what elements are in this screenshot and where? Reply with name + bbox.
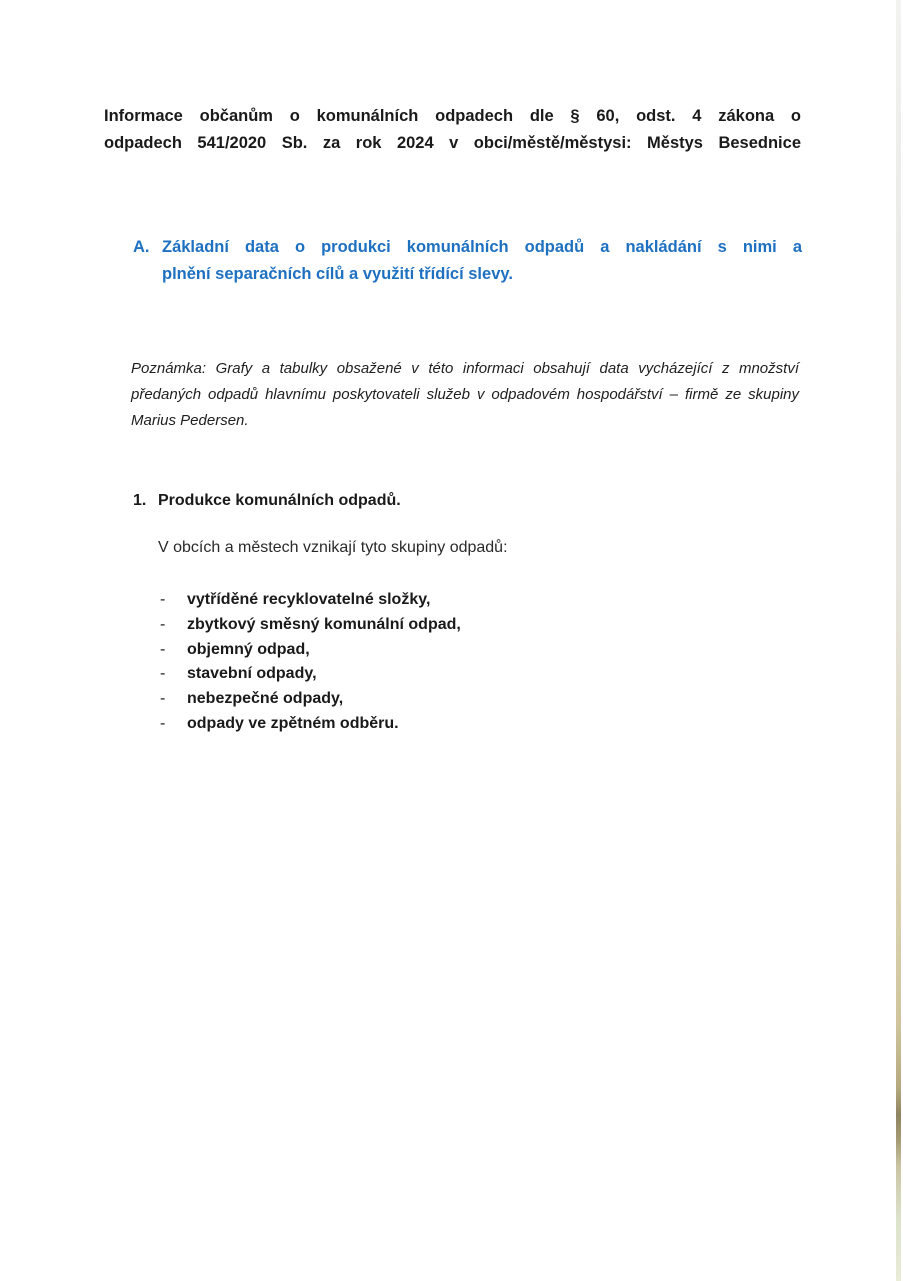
item-1-heading-text: Produkce komunálních odpadů. xyxy=(158,492,401,509)
list-item xyxy=(160,687,660,712)
list-item xyxy=(160,662,660,687)
list-item xyxy=(160,638,660,663)
list-item-text: vytříděné recyklovatelné složky, xyxy=(187,591,431,608)
section-a-line-2: plnění separačních cílů a využití třídící slevy. xyxy=(162,265,513,283)
section-a-text xyxy=(162,234,802,288)
section-a-marker: A. xyxy=(133,238,150,256)
dash-bullet: - xyxy=(160,690,166,708)
list-item-text: nebezpečné odpady, xyxy=(187,690,344,708)
intro-paragraph: V obcích a městech vznikají tyto skupiny odpadů: xyxy=(158,539,508,556)
section-a-heading xyxy=(133,234,802,288)
list-item-text: stavební odpady, xyxy=(187,665,317,683)
list-item xyxy=(160,588,660,613)
dash-bullet: - xyxy=(160,615,166,633)
note-line-3: Marius Pedersen. xyxy=(131,412,249,429)
scan-edge-artifact xyxy=(896,0,901,1281)
list-item xyxy=(160,613,660,638)
list-item xyxy=(160,712,660,737)
title-line-1: Informace občanům o komunálních odpadech dle § 60, odst. 4 zákona o xyxy=(104,107,801,125)
title-line-2: odpadech 541/2020 Sb. za rok 2024 v obci/městě/městysi: Městys Besednice xyxy=(104,134,801,152)
list-item-text: objemný odpad, xyxy=(187,640,310,658)
list-item-text: zbytkový směsný komunální odpad, xyxy=(187,615,461,633)
dash-bullet: - xyxy=(160,665,166,683)
note-line-1: Poznámka: Grafy a tabulky obsažené v této informaci obsahují data vycházející z množství xyxy=(131,360,799,377)
note-paragraph xyxy=(131,356,799,434)
list-item-text: odpady ve zpětném odběru. xyxy=(187,714,399,732)
dash-bullet: - xyxy=(160,714,166,732)
dash-bullet: - xyxy=(160,591,166,608)
dash-bullet: - xyxy=(160,640,166,658)
section-a-line-1: Základní data o produkci komunálních odpadů a nakládání s nimi a xyxy=(162,238,802,256)
item-1-number: 1. xyxy=(133,492,147,509)
document-title xyxy=(104,103,801,157)
waste-groups-list xyxy=(160,588,660,737)
item-1-heading xyxy=(133,490,802,512)
note-line-2: předaných odpadů hlavnímu poskytovateli služeb v odpadovém hospodářství – firmě ze skupiny xyxy=(131,386,799,403)
